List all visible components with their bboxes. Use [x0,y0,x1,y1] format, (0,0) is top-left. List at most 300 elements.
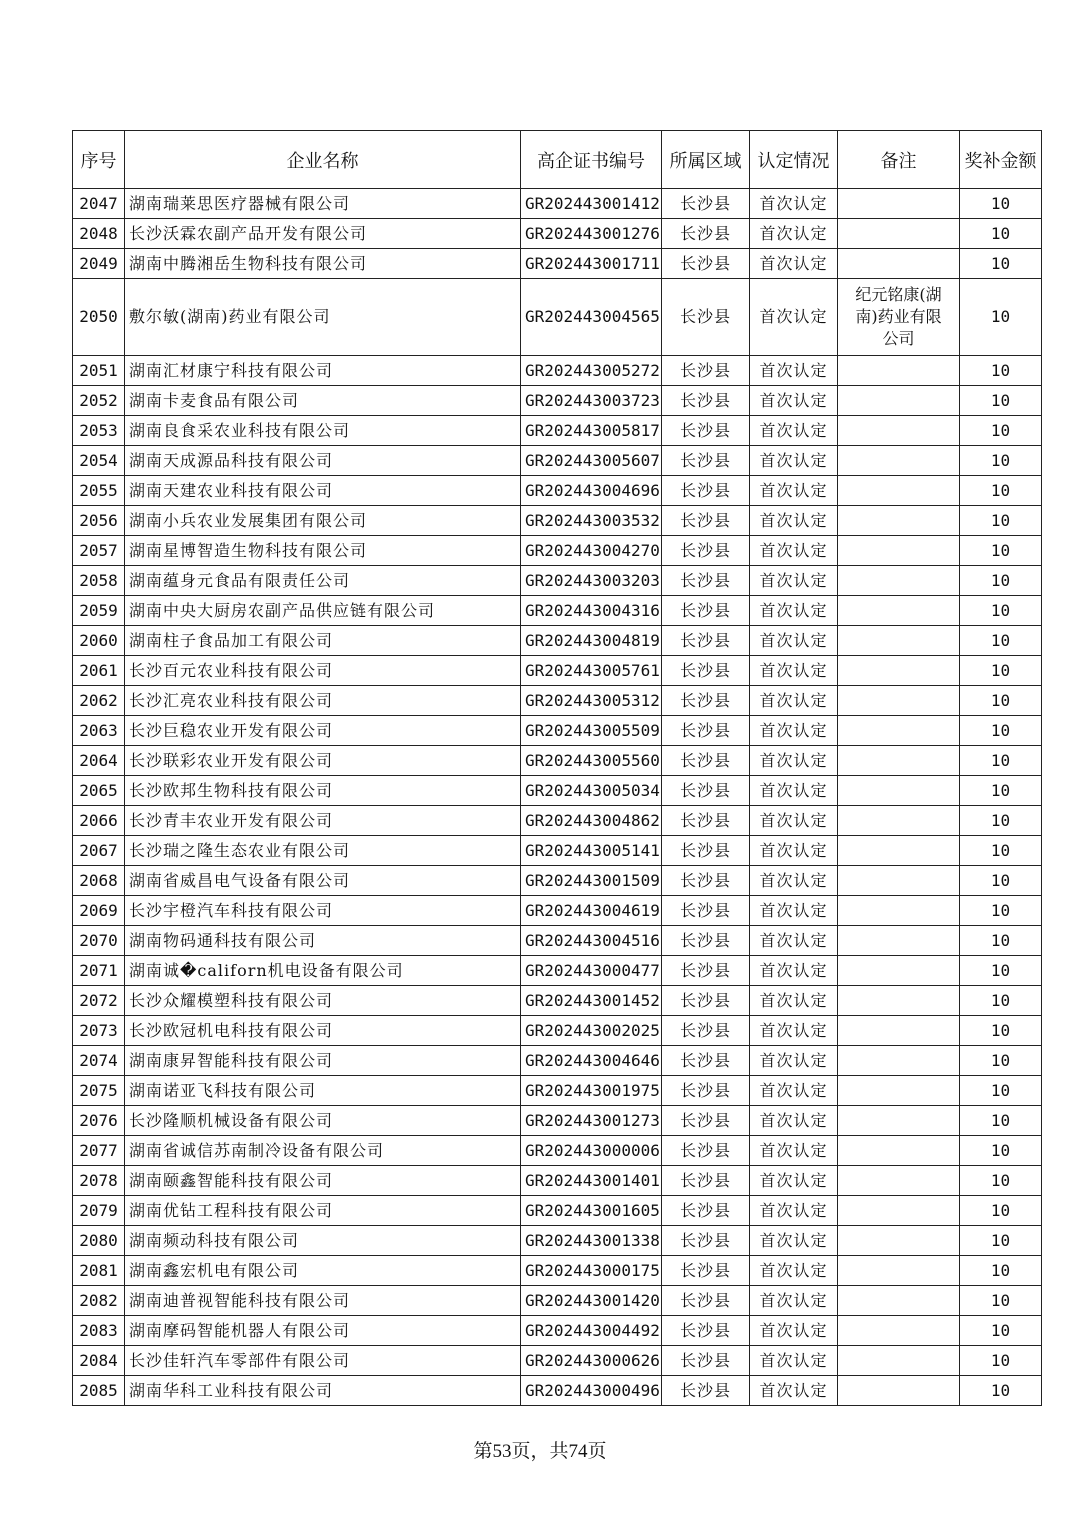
remarks-cell [838,1196,960,1226]
subsidy-amount-cell: 10 [960,279,1042,356]
company-name-cell: 湖南优钻工程科技有限公司 [125,1196,521,1226]
remarks-cell [838,656,960,686]
company-name-cell: 湖南频动科技有限公司 [125,1226,521,1256]
company-name-cell: 长沙欧冠机电科技有限公司 [125,1016,521,1046]
serial-number-cell: 2063 [73,716,125,746]
company-name-cell: 长沙欧邦生物科技有限公司 [125,776,521,806]
company-name-cell: 长沙宇橙汽车科技有限公司 [125,896,521,926]
serial-number-cell: 2070 [73,926,125,956]
subsidy-amount-cell: 10 [960,1346,1042,1376]
remarks-line: 公司 [882,329,915,348]
certification-status-cell: 首次认定 [750,476,838,506]
certification-status-cell: 首次认定 [750,1286,838,1316]
region-cell: 长沙县 [662,866,750,896]
serial-number-cell: 2085 [73,1376,125,1406]
certification-status-cell: 首次认定 [750,716,838,746]
certification-status-cell: 首次认定 [750,986,838,1016]
serial-number-cell: 2081 [73,1256,125,1286]
table-row [73,566,1042,596]
region-cell: 长沙县 [662,1196,750,1226]
region-cell: 长沙县 [662,926,750,956]
serial-number-cell: 2064 [73,746,125,776]
certification-status-cell: 首次认定 [750,776,838,806]
region-cell: 长沙县 [662,1376,750,1406]
serial-number-cell: 2058 [73,566,125,596]
subsidy-amount-cell: 10 [960,896,1042,926]
certificate-number-cell: GR202443000477 [521,956,662,986]
region-cell: 长沙县 [662,279,750,356]
company-name-cell: 湖南天成源品科技有限公司 [125,446,521,476]
remarks-cell [838,506,960,536]
company-name-cell: 湖南柱子食品加工有限公司 [125,626,521,656]
certificate-number-cell: GR202443001401 [521,1166,662,1196]
remarks-cell [838,279,960,356]
serial-number-cell: 2048 [73,219,125,249]
remarks-cell [838,566,960,596]
certification-status-cell: 首次认定 [750,956,838,986]
certification-status-cell: 首次认定 [750,1076,838,1106]
table-row [73,1196,1042,1226]
table-row [73,596,1042,626]
serial-number-cell: 2055 [73,476,125,506]
certificate-number-cell: GR202443000496 [521,1376,662,1406]
company-name-cell: 湖南诚�californ机电设备有限公司 [125,956,521,986]
remarks-cell [838,536,960,566]
subsidy-amount-cell: 10 [960,249,1042,279]
serial-number-cell: 2051 [73,356,125,386]
region-cell: 长沙县 [662,1166,750,1196]
region-cell: 长沙县 [662,596,750,626]
certificate-number-cell: GR202443003203 [521,566,662,596]
enterprise-table [72,130,1042,1406]
table-row [73,776,1042,806]
company-name-cell: 湖南康昇智能科技有限公司 [125,1046,521,1076]
subsidy-amount-cell: 10 [960,1226,1042,1256]
subsidy-amount-cell: 10 [960,356,1042,386]
region-cell: 长沙县 [662,506,750,536]
table-row [73,476,1042,506]
table-row [73,746,1042,776]
subsidy-amount-cell: 10 [960,1046,1042,1076]
subsidy-amount-cell: 10 [960,1256,1042,1286]
region-cell: 长沙县 [662,956,750,986]
serial-number-cell: 2067 [73,836,125,866]
subsidy-amount-cell: 10 [960,716,1042,746]
company-name-cell: 湖南摩码智能机器人有限公司 [125,1316,521,1346]
remarks-cell [838,1226,960,1256]
serial-number-cell: 2057 [73,536,125,566]
certification-status-cell: 首次认定 [750,536,838,566]
remarks-cell [838,986,960,1016]
company-name-cell: 湖南瑞莱思医疗器械有限公司 [125,189,521,219]
certificate-number-cell: GR202443001276 [521,219,662,249]
region-cell: 长沙县 [662,836,750,866]
certification-status-cell: 首次认定 [750,836,838,866]
region-cell: 长沙县 [662,1106,750,1136]
remarks-cell [838,956,960,986]
certification-status-cell: 首次认定 [750,356,838,386]
certificate-number-cell: GR202443000006 [521,1136,662,1166]
certificate-number-cell: GR202443005141 [521,836,662,866]
company-name-cell: 湖南诺亚飞科技有限公司 [125,1076,521,1106]
company-name-cell: 湖南小兵农业发展集团有限公司 [125,506,521,536]
certification-status-cell: 首次认定 [750,1136,838,1166]
remarks-cell [838,806,960,836]
company-name-cell: 长沙瑞之隆生态农业有限公司 [125,836,521,866]
serial-number-cell: 2082 [73,1286,125,1316]
serial-number-cell: 2083 [73,1316,125,1346]
certification-status-cell: 首次认定 [750,566,838,596]
certification-status-cell: 首次认定 [750,596,838,626]
region-cell: 长沙县 [662,386,750,416]
subsidy-amount-cell: 10 [960,986,1042,1016]
region-cell: 长沙县 [662,1316,750,1346]
remarks-cell [838,776,960,806]
subsidy-amount-cell: 10 [960,1316,1042,1346]
certificate-number-cell: GR202443005312 [521,686,662,716]
header-subsidy-amount: 奖补金额 [960,131,1042,189]
region-cell: 长沙县 [662,776,750,806]
serial-number-cell: 2065 [73,776,125,806]
certificate-number-cell: GR202443005509 [521,716,662,746]
serial-number-cell: 2056 [73,506,125,536]
remarks-cell [838,219,960,249]
company-name-cell: 湖南省诚信苏南制冷设备有限公司 [125,1136,521,1166]
subsidy-amount-cell: 10 [960,656,1042,686]
company-name-cell: 长沙巨稳农业开发有限公司 [125,716,521,746]
certificate-number-cell: GR202443001975 [521,1076,662,1106]
header-remarks: 备注 [838,131,960,189]
serial-number-cell: 2078 [73,1166,125,1196]
subsidy-amount-cell: 10 [960,1136,1042,1166]
region-cell: 长沙县 [662,356,750,386]
certificate-number-cell: GR202443005817 [521,416,662,446]
certificate-number-cell: GR202443004696 [521,476,662,506]
remarks-cell [838,926,960,956]
region-cell: 长沙县 [662,806,750,836]
region-cell: 长沙县 [662,189,750,219]
certification-status-cell: 首次认定 [750,1166,838,1196]
subsidy-amount-cell: 10 [960,626,1042,656]
remarks-cell [838,1376,960,1406]
company-name-cell: 湖南华科工业科技有限公司 [125,1376,521,1406]
subsidy-amount-cell: 10 [960,926,1042,956]
region-cell: 长沙县 [662,1136,750,1166]
subsidy-amount-cell: 10 [960,806,1042,836]
remarks-cell [838,836,960,866]
header-certification-status: 认定情况 [750,131,838,189]
subsidy-amount-cell: 10 [960,446,1042,476]
remarks-cell [838,416,960,446]
remarks-line: 南)药业有限 [855,307,942,326]
serial-number-cell: 2073 [73,1016,125,1046]
certification-status-cell: 首次认定 [750,416,838,446]
company-name-cell: 长沙汇亮农业科技有限公司 [125,686,521,716]
serial-number-cell: 2062 [73,686,125,716]
subsidy-amount-cell: 10 [960,956,1042,986]
certification-status-cell: 首次认定 [750,219,838,249]
certificate-number-cell: GR202443000175 [521,1256,662,1286]
remarks-cell [838,1106,960,1136]
certificate-number-cell: GR202443004819 [521,626,662,656]
subsidy-amount-cell: 10 [960,776,1042,806]
table-row [73,866,1042,896]
region-cell: 长沙县 [662,686,750,716]
certification-status-cell: 首次认定 [750,249,838,279]
serial-number-cell: 2084 [73,1346,125,1376]
certificate-number-cell: GR202443005034 [521,776,662,806]
region-cell: 长沙县 [662,219,750,249]
certificate-number-cell: GR202443001452 [521,986,662,1016]
subsidy-amount-cell: 10 [960,866,1042,896]
certification-status-cell: 首次认定 [750,1016,838,1046]
company-name-cell: 湖南良食采农业科技有限公司 [125,416,521,446]
subsidy-amount-cell: 10 [960,1166,1042,1196]
certificate-number-cell: GR202443001711 [521,249,662,279]
region-cell: 长沙县 [662,536,750,566]
subsidy-amount-cell: 10 [960,476,1042,506]
table-row [73,1286,1042,1316]
certificate-number-cell: GR202443001273 [521,1106,662,1136]
certificate-number-cell: GR202443004862 [521,806,662,836]
table-row [73,1376,1042,1406]
certificate-number-cell: GR202443004492 [521,1316,662,1346]
subsidy-amount-cell: 10 [960,506,1042,536]
region-cell: 长沙县 [662,626,750,656]
subsidy-amount-cell: 10 [960,1376,1042,1406]
table-row [73,1256,1042,1286]
company-name-cell: 长沙联彩农业开发有限公司 [125,746,521,776]
certification-status-cell: 首次认定 [750,386,838,416]
certification-status-cell: 首次认定 [750,1196,838,1226]
header-region: 所属区域 [662,131,750,189]
certificate-number-cell: GR202443003532 [521,506,662,536]
subsidy-amount-cell: 10 [960,1106,1042,1136]
certificate-number-cell: GR202443005560 [521,746,662,776]
certification-status-cell: 首次认定 [750,686,838,716]
table-row [73,416,1042,446]
table-row [73,806,1042,836]
region-cell: 长沙县 [662,1256,750,1286]
certification-status-cell: 首次认定 [750,279,838,356]
serial-number-cell: 2069 [73,896,125,926]
table-row [73,1166,1042,1196]
region-cell: 长沙县 [662,416,750,446]
remarks-cell [838,1016,960,1046]
certificate-number-cell: GR202443004270 [521,536,662,566]
table-row [73,446,1042,476]
table-row [73,1346,1042,1376]
remarks-cell [838,189,960,219]
remarks-cell [838,1166,960,1196]
remarks-cell [838,1076,960,1106]
serial-number-cell: 2075 [73,1076,125,1106]
region-cell: 长沙县 [662,746,750,776]
serial-number-cell: 2066 [73,806,125,836]
serial-number-cell: 2074 [73,1046,125,1076]
serial-number-cell: 2053 [73,416,125,446]
remarks-cell [838,1346,960,1376]
table-header-row [73,131,1042,189]
company-name-cell: 湖南颐鑫智能科技有限公司 [125,1166,521,1196]
certificate-number-cell: GR202443005272 [521,356,662,386]
table-row [73,986,1042,1016]
remarks-cell [838,1046,960,1076]
header-company-name: 企业名称 [125,131,521,189]
table-row [73,189,1042,219]
remarks-cell [838,1256,960,1286]
company-name-cell: 湖南中央大厨房农副产品供应链有限公司 [125,596,521,626]
table-row [73,656,1042,686]
table-row [73,926,1042,956]
certification-status-cell: 首次认定 [750,1376,838,1406]
subsidy-amount-cell: 10 [960,596,1042,626]
certificate-number-cell: GR202443003723 [521,386,662,416]
certificate-number-cell: GR202443001412 [521,189,662,219]
subsidy-amount-cell: 10 [960,1016,1042,1046]
certificate-number-cell: GR202443001338 [521,1226,662,1256]
table-row [73,896,1042,926]
header-serial-number: 序号 [73,131,125,189]
remarks-cell [838,596,960,626]
subsidy-amount-cell: 10 [960,1286,1042,1316]
serial-number-cell: 2072 [73,986,125,1016]
table-row [73,219,1042,249]
certification-status-cell: 首次认定 [750,1256,838,1286]
region-cell: 长沙县 [662,1286,750,1316]
table-row [73,536,1042,566]
table-row [73,506,1042,536]
certification-status-cell: 首次认定 [750,446,838,476]
certification-status-cell: 首次认定 [750,926,838,956]
region-cell: 长沙县 [662,249,750,279]
region-cell: 长沙县 [662,566,750,596]
subsidy-amount-cell: 10 [960,219,1042,249]
company-name-cell: 湖南鑫宏机电有限公司 [125,1256,521,1286]
certification-status-cell: 首次认定 [750,506,838,536]
company-name-cell: 敷尔敏(湖南)药业有限公司 [125,279,521,356]
table-row [73,686,1042,716]
table-row [73,626,1042,656]
certification-status-cell: 首次认定 [750,626,838,656]
region-cell: 长沙县 [662,896,750,926]
certificate-number-cell: GR202443004646 [521,1046,662,1076]
serial-number-cell: 2079 [73,1196,125,1226]
region-cell: 长沙县 [662,1076,750,1106]
table-row [73,1106,1042,1136]
page-number-footer: 第53页，共74页 [473,1441,607,1462]
company-name-cell: 长沙隆顺机械设备有限公司 [125,1106,521,1136]
region-cell: 长沙县 [662,986,750,1016]
company-name-cell: 长沙众耀模塑科技有限公司 [125,986,521,1016]
company-name-cell: 湖南省威昌电气设备有限公司 [125,866,521,896]
certificate-number-cell: GR202443004516 [521,926,662,956]
region-cell: 长沙县 [662,1346,750,1376]
certificate-number-cell: GR202443002025 [521,1016,662,1046]
remarks-cell [838,1286,960,1316]
certificate-number-cell: GR202443005607 [521,446,662,476]
certificate-number-cell: GR202443004619 [521,896,662,926]
subsidy-amount-cell: 10 [960,746,1042,776]
remarks-cell [838,446,960,476]
remarks-cell [838,686,960,716]
serial-number-cell: 2061 [73,656,125,686]
subsidy-amount-cell: 10 [960,1076,1042,1106]
certification-status-cell: 首次认定 [750,746,838,776]
remarks-cell [838,476,960,506]
certification-status-cell: 首次认定 [750,866,838,896]
certificate-number-cell: GR202443004565 [521,279,662,356]
serial-number-cell: 2080 [73,1226,125,1256]
subsidy-amount-cell: 10 [960,536,1042,566]
company-name-cell: 长沙沃霖农副产品开发有限公司 [125,219,521,249]
serial-number-cell: 2059 [73,596,125,626]
certification-status-cell: 首次认定 [750,896,838,926]
certification-status-cell: 首次认定 [750,189,838,219]
certificate-number-cell: GR202443001605 [521,1196,662,1226]
subsidy-amount-cell: 10 [960,836,1042,866]
table-row [73,956,1042,986]
table-body [73,189,1042,1406]
certification-status-cell: 首次认定 [750,1346,838,1376]
table-row [73,1046,1042,1076]
table-row [73,249,1042,279]
table-row [73,1226,1042,1256]
certificate-number-cell: GR202443001420 [521,1286,662,1316]
certification-status-cell: 首次认定 [750,1046,838,1076]
company-name-cell: 湖南天建农业科技有限公司 [125,476,521,506]
remarks-cell [838,1316,960,1346]
table-row [73,836,1042,866]
region-cell: 长沙县 [662,1226,750,1256]
company-name-cell: 湖南蕴身元食品有限责任公司 [125,566,521,596]
table-row [73,279,1042,356]
certification-status-cell: 首次认定 [750,1316,838,1346]
serial-number-cell: 2068 [73,866,125,896]
table-row [73,1076,1042,1106]
region-cell: 长沙县 [662,1016,750,1046]
subsidy-amount-cell: 10 [960,416,1042,446]
region-cell: 长沙县 [662,716,750,746]
company-name-cell: 长沙百元农业科技有限公司 [125,656,521,686]
table-row [73,1136,1042,1166]
table-row [73,356,1042,386]
remarks-cell [838,626,960,656]
certification-status-cell: 首次认定 [750,1226,838,1256]
remarks-cell [838,866,960,896]
company-name-cell: 湖南中腾湘岳生物科技有限公司 [125,249,521,279]
serial-number-cell: 2049 [73,249,125,279]
subsidy-amount-cell: 10 [960,386,1042,416]
certification-status-cell: 首次认定 [750,1106,838,1136]
serial-number-cell: 2077 [73,1136,125,1166]
region-cell: 长沙县 [662,1046,750,1076]
region-cell: 长沙县 [662,656,750,686]
remarks-cell [838,716,960,746]
remarks-cell [838,896,960,926]
serial-number-cell: 2050 [73,279,125,356]
serial-number-cell: 2052 [73,386,125,416]
subsidy-amount-cell: 10 [960,566,1042,596]
serial-number-cell: 2054 [73,446,125,476]
subsidy-amount-cell: 10 [960,1196,1042,1226]
serial-number-cell: 2060 [73,626,125,656]
serial-number-cell: 2076 [73,1106,125,1136]
subsidy-amount-cell: 10 [960,189,1042,219]
company-name-cell: 长沙佳轩汽车零部件有限公司 [125,1346,521,1376]
certificate-number-cell: GR202443005761 [521,656,662,686]
table-row [73,386,1042,416]
